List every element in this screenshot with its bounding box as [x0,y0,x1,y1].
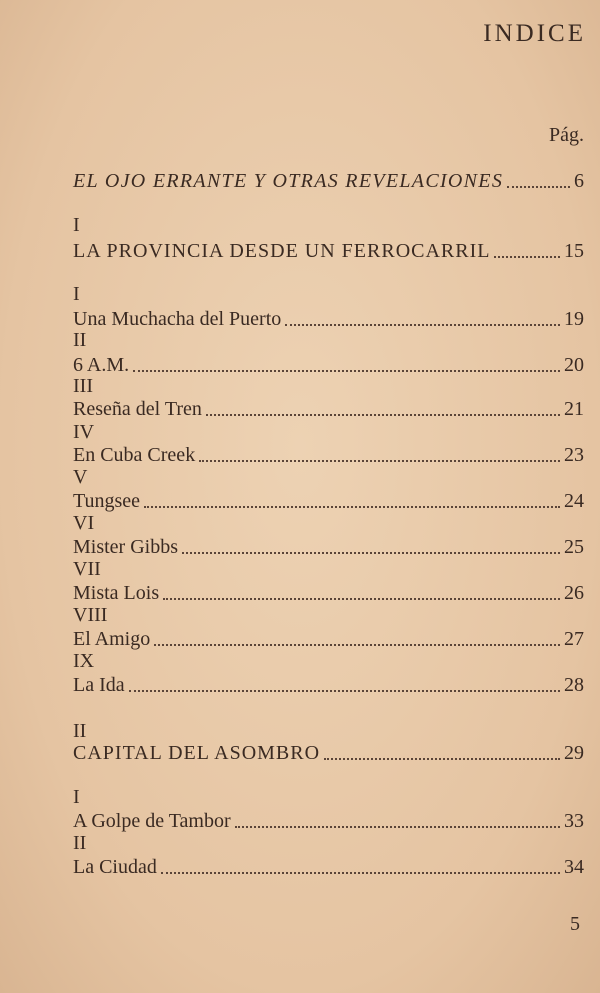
section-numeral: VII [73,558,101,580]
dot-leader [285,324,560,326]
toc-entry-page: 25 [564,536,584,558]
toc-entry-page: 21 [564,398,584,420]
section-numeral: II [73,720,87,742]
toc-entry-title: La Ciudad [73,856,157,878]
section-numeral: II [73,832,87,854]
toc-entry-title: En Cuba Creek [73,444,196,466]
toc-entry-page: 29 [564,742,584,764]
section-numeral: V [73,466,88,488]
toc-entry[interactable] [73,354,584,377]
toc-entry-page: 20 [564,354,584,376]
toc-entry-title: CAPITAL DEL ASOMBRO [73,742,321,764]
section-numeral: II [73,329,87,351]
toc-entry-page: 26 [564,582,584,604]
toc-entry-title: Mista Lois [73,582,160,604]
toc-entry-title: A Golpe de Tambor [73,810,231,832]
dot-leader [163,598,560,600]
toc-entry[interactable] [73,674,584,697]
section-numeral: I [73,786,80,808]
section-numeral: III [73,375,93,397]
toc-entry-title: Una Muchacha del Puerto [73,308,282,330]
toc-entry-page: 34 [564,856,584,878]
toc-entry-title: 6 A.M. [73,354,130,376]
dot-leader [154,644,560,646]
section-numeral: VIII [73,604,108,626]
toc-entry[interactable] [73,490,584,513]
dot-leader [129,690,560,692]
toc-entry-page: 27 [564,628,584,650]
toc-entry-page: 24 [564,490,584,512]
toc-entry-page: 19 [564,308,584,330]
toc-entry-page: 33 [564,810,584,832]
toc-entry[interactable] [73,170,584,193]
page-column-label: Pág. [549,124,584,146]
toc-entry-title: El Amigo [73,628,151,650]
section-numeral: I [73,214,80,236]
dot-leader [235,826,560,828]
section-numeral: IV [73,421,95,443]
toc-entry-title: Reseña del Tren [73,398,202,420]
section-numeral: I [73,283,80,305]
dot-leader [161,872,560,874]
dot-leader [199,460,560,462]
toc-entry-page: 6 [574,170,584,192]
toc-entry[interactable] [73,582,584,605]
page-title: INDICE [483,20,586,47]
toc-entry-title: La Ida [73,674,125,696]
dot-leader [507,186,570,188]
toc-entry-title: Tungsee [73,490,141,512]
dot-leader [144,506,560,508]
dot-leader [324,758,560,760]
toc-entry[interactable] [73,398,584,421]
toc-entry-title: Mister Gibbs [73,536,178,558]
dot-leader [133,370,560,372]
dot-leader [494,256,560,258]
section-numeral: IX [73,650,95,672]
toc-entry[interactable] [73,628,584,651]
toc-entry-title: LA PROVINCIA DESDE UN FERROCARRIL [73,240,491,262]
toc-entry[interactable] [73,444,584,467]
section-numeral: VI [73,512,95,534]
toc-entry[interactable] [73,536,584,559]
toc-entry-page: 15 [564,240,584,262]
toc-entry-page: 28 [564,674,584,696]
toc-entry[interactable] [73,810,584,833]
toc-entry-title: EL OJO ERRANTE Y OTRAS REVELACIONES [73,170,504,192]
toc-entry-page: 23 [564,444,584,466]
toc-entry[interactable] [73,742,584,765]
dot-leader [206,414,560,416]
toc-entry[interactable] [73,308,584,331]
dot-leader [182,552,560,554]
page-number: 5 [570,913,580,935]
toc-entry[interactable] [73,856,584,879]
toc-entry[interactable] [73,240,584,263]
